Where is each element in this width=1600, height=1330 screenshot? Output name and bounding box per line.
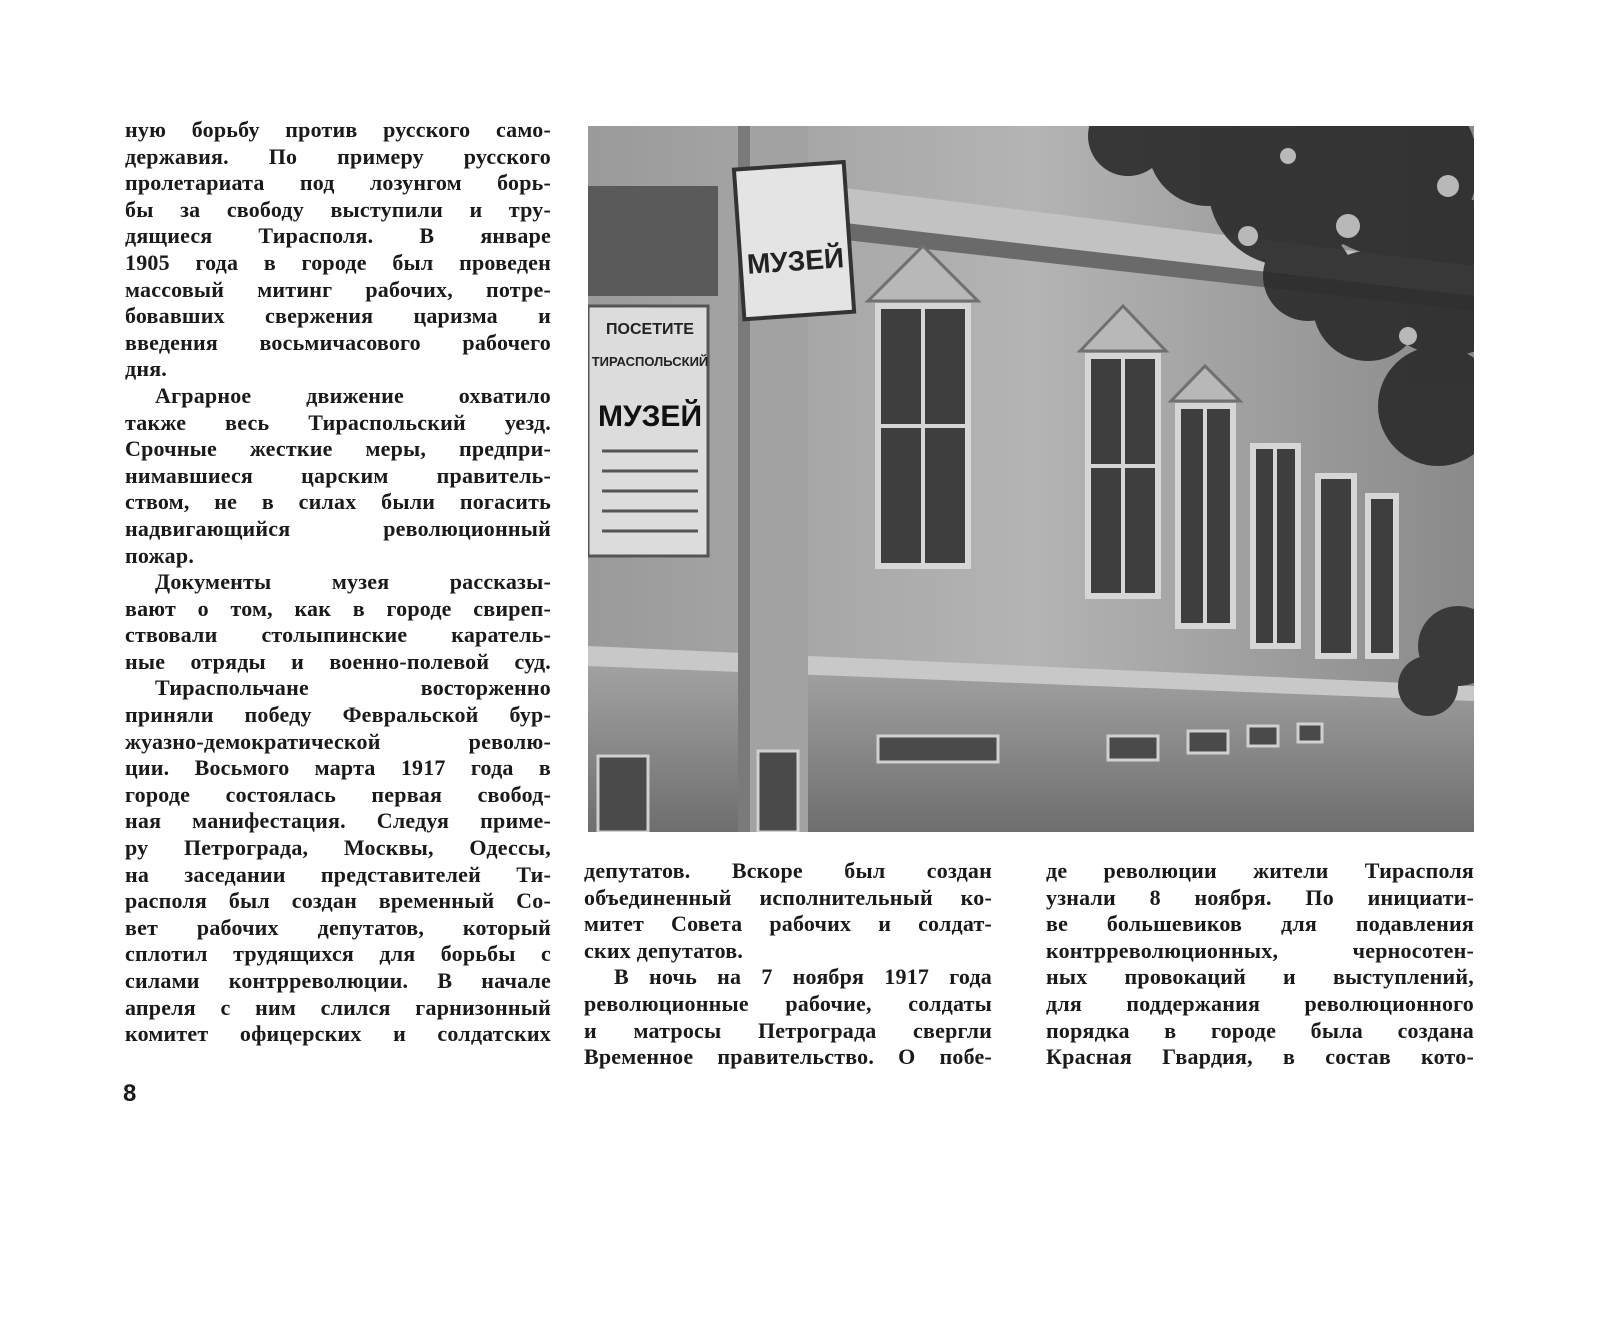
- text-column-middle: [584, 858, 992, 1071]
- text-line: сплотил трудящихся для борьбы с: [125, 941, 551, 967]
- text-line: вают о том, как в городе свиреп-: [125, 595, 551, 621]
- text-line: В ночь на 7 ноября 1917 года: [614, 964, 992, 990]
- text-line: дящиеся Тирасполя. В январе: [125, 223, 551, 249]
- text-line: для поддержания революционного: [1046, 990, 1474, 1016]
- text-line: ством, не в силах были погасить: [125, 489, 551, 515]
- text-line: революционные рабочие, солдаты: [584, 990, 992, 1016]
- text-line: депутатов. Вскоре был создан: [584, 858, 992, 883]
- text-line: также весь Тираспольский уезд.: [125, 409, 551, 435]
- text-line: бовавших свержения царизма и: [125, 303, 551, 329]
- text-line: ная манифестация. Следуя приме-: [125, 808, 551, 834]
- text-line: вет рабочих депутатов, который: [125, 914, 551, 940]
- text-line: силами контрреволюции. В начале: [125, 968, 551, 993]
- text-line: ствовали столыпинские каратель-: [125, 622, 551, 648]
- text-line: митет Совета рабочих и солдат-: [584, 911, 992, 937]
- text-line: ную борьбу против русского само-: [125, 117, 551, 142]
- text-line: Документы музея рассказы-: [155, 569, 551, 595]
- text-line: Временное правительство. О побе-: [584, 1044, 992, 1070]
- text-line: узнали 8 ноября. По инициати-: [1046, 884, 1474, 910]
- text-line: ских депутатов.: [584, 937, 744, 963]
- text-column-right: [1046, 858, 1474, 1071]
- text-line: де революции жители Тирасполя: [1046, 858, 1474, 883]
- poster-main-text: МУЗЕЙ: [597, 400, 703, 433]
- text-line: Тираспольчане восторженно: [155, 675, 551, 701]
- text-line: ции. Восьмого марта 1917 года в: [125, 755, 551, 781]
- poster-top-text: ПОСЕТИТЕ: [606, 321, 694, 338]
- text-line: комитет офицерских и солдатских: [125, 1021, 551, 1047]
- text-line: бы за свободу выступили и тру-: [125, 196, 551, 222]
- text-line: пожар.: [125, 542, 195, 568]
- sign-upper-text: МУЗЕЙ: [745, 242, 845, 280]
- text-line: Аграрное движение охватило: [155, 382, 551, 408]
- text-line: нимавшиеся царским правитель-: [125, 462, 551, 488]
- text-line: на заседании представителей Ти-: [125, 861, 551, 887]
- text-column-left: [125, 117, 551, 1048]
- text-line: ру Петрограда, Москвы, Одессы,: [125, 835, 551, 861]
- text-line: располя был создан временный Со-: [125, 888, 551, 914]
- text-line: объединенный исполнительный ко-: [584, 884, 992, 910]
- text-line: апреля с ним слился гарнизонный: [125, 994, 551, 1020]
- text-line: Срочные жесткие меры, предпри-: [125, 436, 551, 462]
- text-line: Красная Гвардия, в состав кото-: [1046, 1044, 1474, 1070]
- text-line: державия. По примеру русского: [125, 143, 551, 169]
- text-line: введения восьмичасового рабочего: [125, 329, 551, 355]
- text-line: ных провокаций и выступлений,: [1046, 964, 1474, 990]
- text-line: ве большевиков для подавления: [1046, 911, 1474, 937]
- text-line: массовый митинг рабочих, потре-: [125, 276, 551, 302]
- text-line: 1905 года в городе был проведен: [125, 249, 551, 275]
- text-line: пролетариата под лозунгом борь-: [125, 170, 551, 196]
- text-line: контрреволюционных, черносотен-: [1046, 937, 1474, 963]
- text-line: городе состоялась первая свобод-: [125, 781, 551, 807]
- text-line: жуазно-демократической револю-: [125, 728, 551, 754]
- text-line: порядка в городе была создана: [1046, 1017, 1474, 1043]
- text-line: дня.: [125, 356, 168, 382]
- poster-mid-text: ТИРАСПОЛЬСКИЙ: [591, 354, 709, 369]
- page-number: 8: [123, 1080, 137, 1107]
- museum-building-photo: [588, 126, 1474, 832]
- text-line: приняли победу Февральской бур-: [125, 702, 551, 728]
- text-line: ные отряды и военно-полевой суд.: [125, 648, 551, 674]
- text-line: надвигающийся революционный: [125, 515, 551, 541]
- text-line: и матросы Петрограда свергли: [584, 1017, 992, 1043]
